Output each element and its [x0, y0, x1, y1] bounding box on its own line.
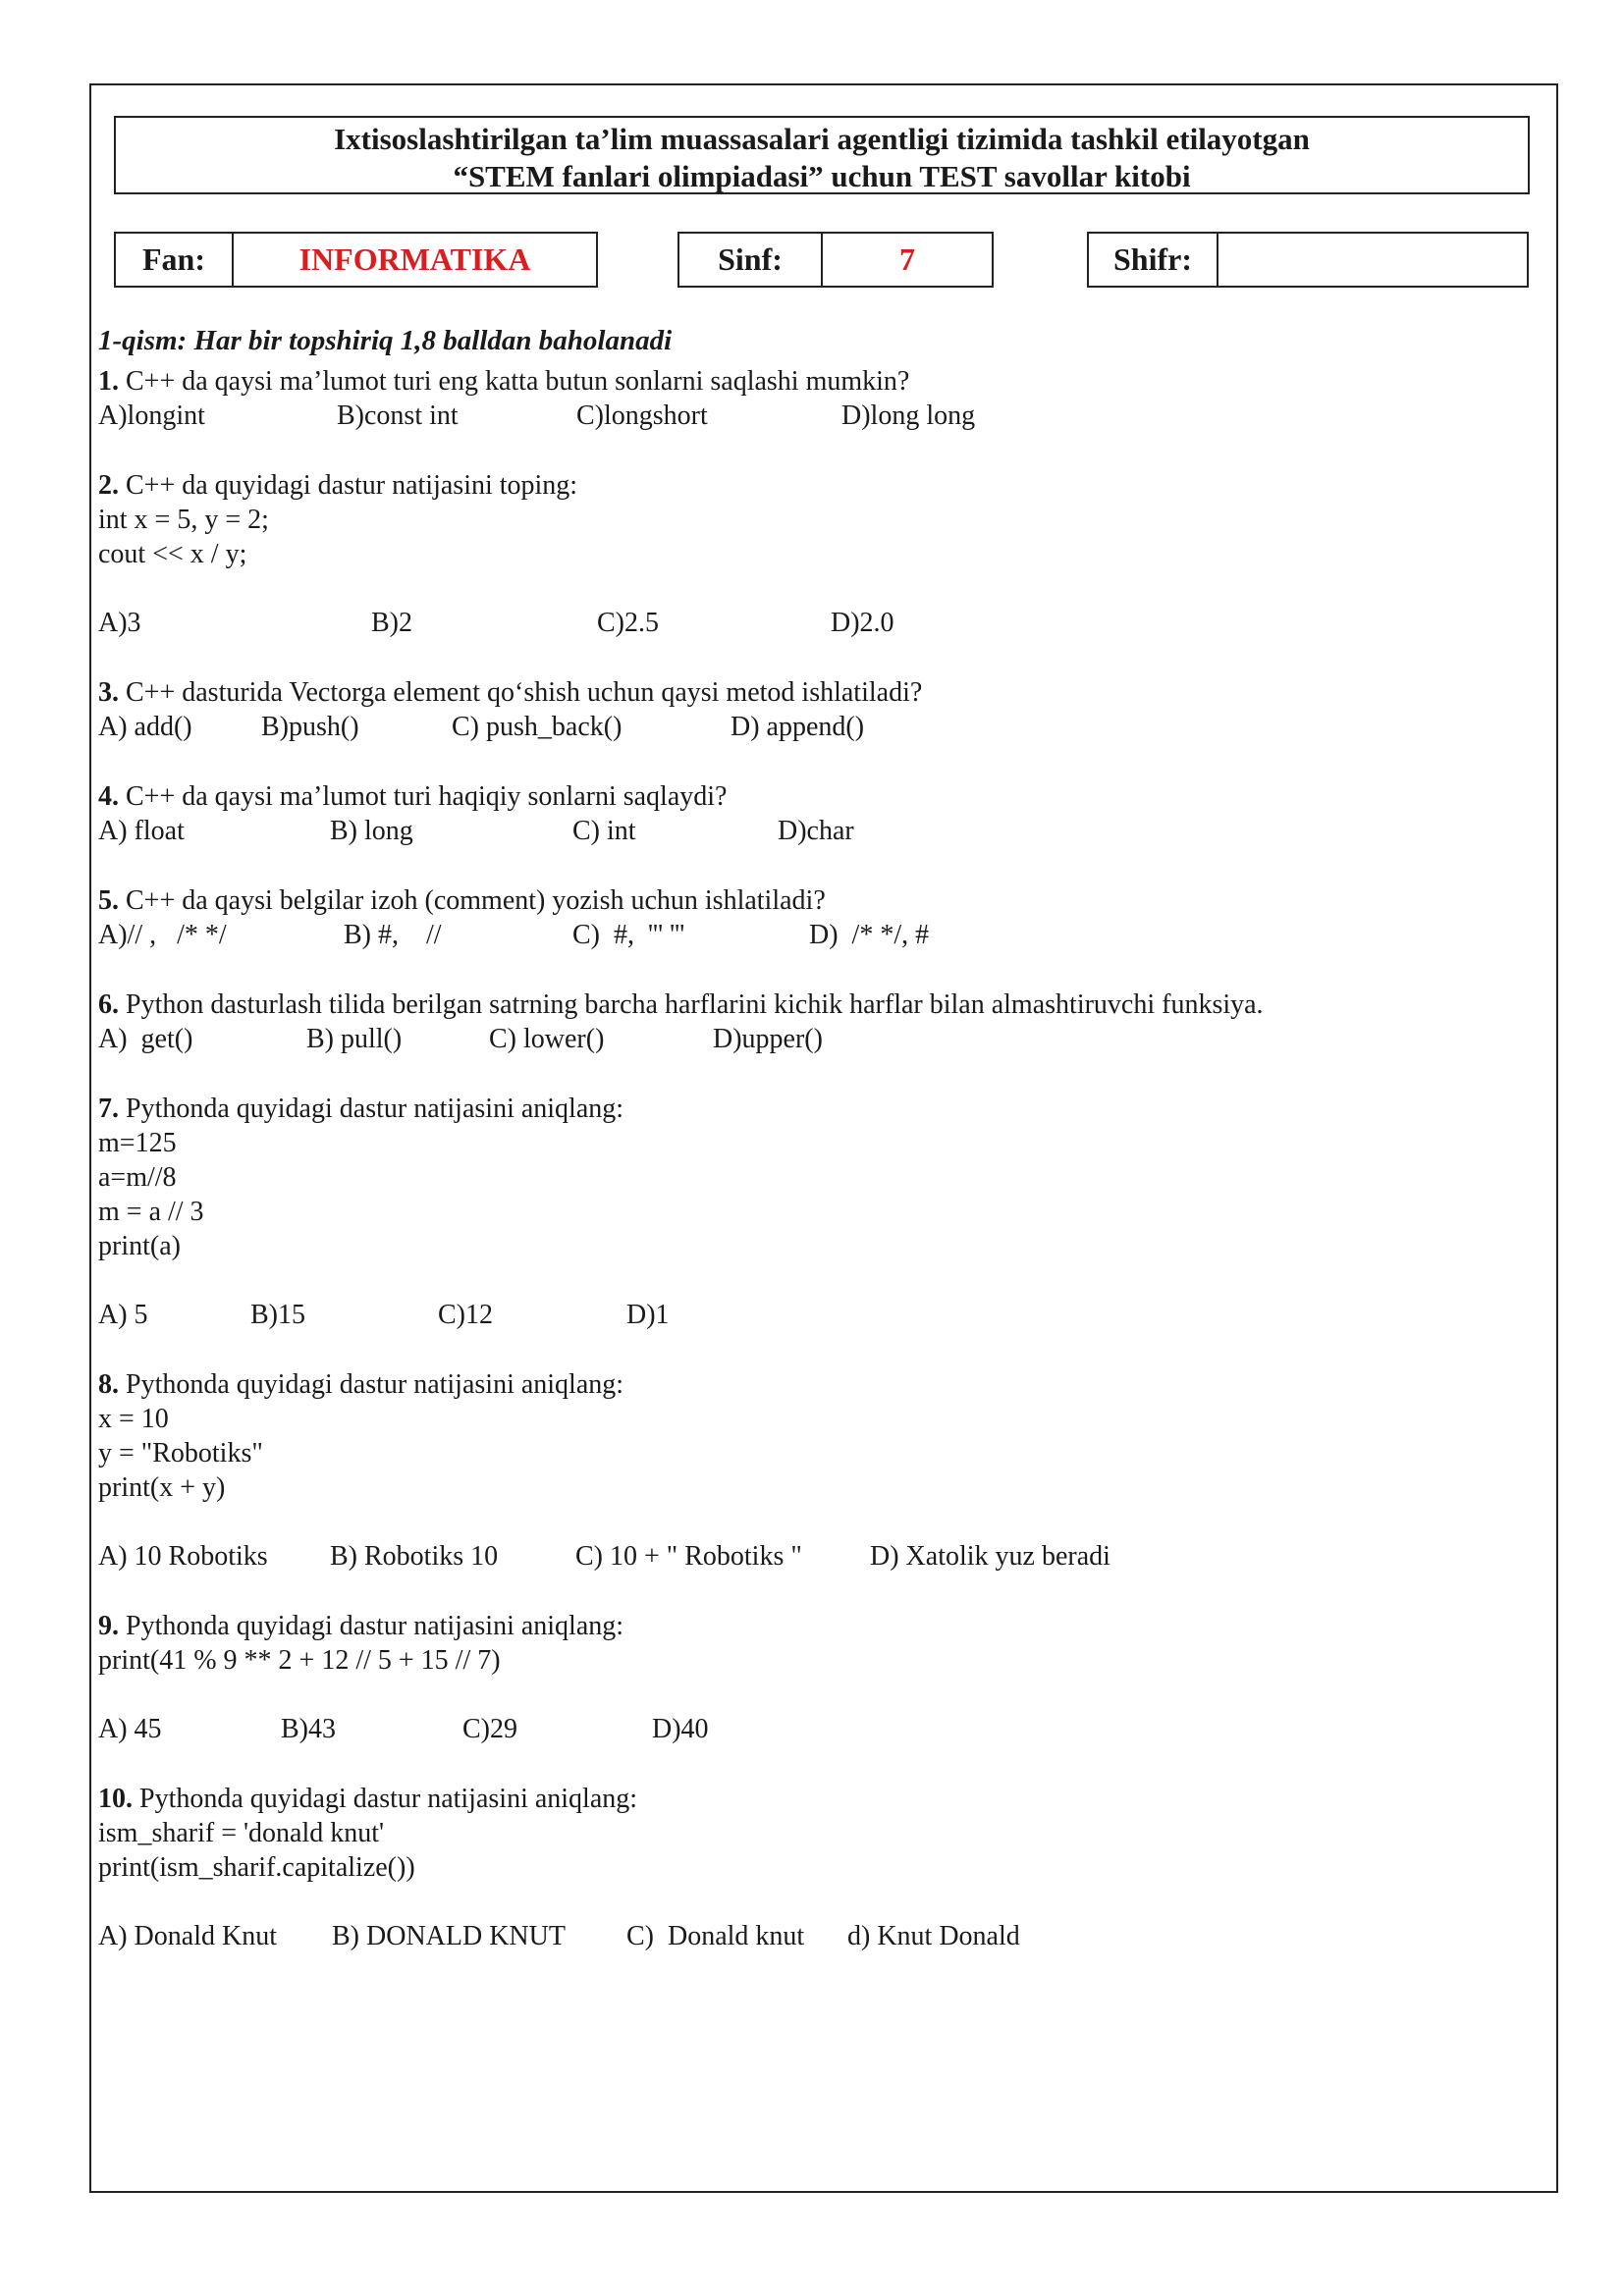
answer-options — [98, 1919, 1532, 1953]
answer-option-d[interactable]: D) /* */, # — [809, 920, 930, 950]
fan-box — [114, 232, 598, 288]
answer-option-a[interactable]: A) 10 Robotiks — [98, 1541, 268, 1572]
answer-option-b[interactable]: B) #, // — [344, 920, 442, 950]
code-line: m=125 — [98, 1128, 177, 1158]
answer-option-c[interactable]: C) lower() — [489, 1024, 605, 1054]
answer-option-b[interactable]: B) DONALD KNUT — [332, 1921, 566, 1951]
question-text: Python dasturlash tilida berilgan satrning barcha harflarini kichik harflar bilan almashtiruvchi funksiya. — [119, 989, 1264, 1020]
answer-options — [98, 1539, 1532, 1574]
question-4 — [98, 779, 1532, 848]
question-stem — [98, 1092, 1532, 1126]
answer-options — [98, 1298, 1532, 1332]
code-line: y = "Robotiks" — [98, 1438, 263, 1468]
question-stem — [98, 883, 1532, 918]
answer-option-d[interactable]: D)40 — [652, 1714, 709, 1744]
header-line-1: Ixtisoslashtirilgan ta’lim muassasalari agentligi tizimida tashkil etilayotgan — [334, 122, 1310, 156]
answer-option-c[interactable]: C) #, ''' ''' — [572, 920, 685, 950]
shifr-value[interactable] — [1218, 234, 1527, 286]
question-number: 2. — [98, 470, 119, 501]
code-line: print(ism_sharif.capitalize()) — [98, 1852, 415, 1883]
answer-option-a[interactable]: A) add() — [98, 712, 192, 742]
question-number: 10. — [98, 1784, 133, 1814]
sinf-label: Sinf: — [679, 234, 823, 286]
question-text: Pythonda quyidagi dastur natijasini aniqlang: — [119, 1094, 624, 1124]
answer-option-c[interactable]: C)longshort — [576, 400, 708, 431]
question-text: Pythonda quyidagi dastur natijasini aniqlang: — [119, 1611, 624, 1641]
question-5 — [98, 883, 1532, 952]
question-number: 4. — [98, 781, 119, 812]
question-text: C++ da qaysi ma’lumot turi haqiqiy sonlarni saqlaydi? — [119, 781, 728, 812]
answer-option-a[interactable]: A)longint — [98, 400, 205, 431]
shifr-label: Shifr: — [1089, 234, 1218, 286]
question-list — [98, 364, 1532, 1953]
question-stem — [98, 468, 1532, 503]
answer-option-a[interactable]: A) float — [98, 816, 185, 846]
question-number: 8. — [98, 1369, 119, 1400]
answer-option-b[interactable]: B)2 — [371, 608, 412, 638]
answer-option-c[interactable]: C) 10 + " Robotiks " — [575, 1541, 802, 1572]
answer-option-c[interactable]: C) int — [572, 816, 636, 846]
question-stem — [98, 675, 1532, 710]
answer-option-d[interactable]: D) append() — [731, 712, 865, 742]
answer-option-a[interactable]: A) 5 — [98, 1300, 148, 1330]
code-line: x = 10 — [98, 1404, 169, 1434]
questions-content — [98, 324, 1532, 1989]
code-line: print(a) — [98, 1231, 181, 1261]
answer-option-d[interactable]: D)2.0 — [831, 608, 894, 638]
fan-value: INFORMATIKA — [298, 241, 531, 277]
sinf-value: 7 — [899, 241, 915, 277]
code-line: int x = 5, y = 2; — [98, 505, 269, 535]
question-text: C++ da quyidagi dastur natijasini toping: — [119, 470, 578, 501]
code-line: print(x + y) — [98, 1472, 226, 1503]
answer-options — [98, 918, 1532, 952]
answer-option-d[interactable]: D)long long — [841, 400, 976, 431]
answer-options — [98, 606, 1532, 640]
answer-option-b[interactable]: B)push() — [261, 712, 359, 742]
code-line: m = a // 3 — [98, 1197, 204, 1227]
question-text: C++ da qaysi ma’lumot turi eng katta butun sonlarni saqlashi mumkin? — [119, 366, 910, 397]
sinf-box — [677, 232, 994, 288]
answer-option-b[interactable]: B)15 — [250, 1300, 305, 1330]
question-number: 7. — [98, 1094, 119, 1124]
question-number: 5. — [98, 885, 119, 916]
question-10 — [98, 1782, 1532, 1953]
answer-option-b[interactable]: B)const int — [337, 400, 459, 431]
question-3 — [98, 675, 1532, 744]
question-text: Pythonda quyidagi dastur natijasini aniqlang: — [119, 1369, 624, 1400]
answer-option-c[interactable]: C) Donald knut — [626, 1921, 805, 1951]
answer-option-a[interactable]: A)3 — [98, 608, 141, 638]
answer-option-b[interactable]: B) pull() — [306, 1024, 403, 1054]
answer-option-a[interactable]: A) Donald Knut — [98, 1921, 277, 1951]
answer-options — [98, 399, 1532, 433]
answer-option-c[interactable]: C) push_back() — [452, 712, 623, 742]
question-1 — [98, 364, 1532, 433]
question-number: 6. — [98, 989, 119, 1020]
answer-options — [98, 814, 1532, 848]
question-stem — [98, 1782, 1532, 1816]
answer-option-c[interactable]: C)2.5 — [597, 608, 659, 638]
answer-options — [98, 1022, 1532, 1056]
answer-option-c[interactable]: C)12 — [438, 1300, 493, 1330]
fan-label: Fan: — [116, 234, 234, 286]
answer-option-d[interactable]: D)1 — [626, 1300, 670, 1330]
question-stem — [98, 988, 1532, 1022]
question-text: C++ da qaysi belgilar izoh (comment) yozish uchun ishlatiladi? — [119, 885, 826, 916]
question-text: C++ dasturida Vectorga element qo‘shish uchun qaysi metod ishlatiladi? — [119, 677, 923, 708]
code-line: print(41 % 9 ** 2 + 12 // 5 + 15 // 7) — [98, 1645, 501, 1676]
header-line-2: “STEM fanlari olimpiadasi” uchun TEST savollar kitobi — [453, 159, 1191, 193]
answer-options — [98, 710, 1532, 744]
question-stem — [98, 364, 1532, 399]
answer-option-d[interactable]: D)upper() — [713, 1024, 823, 1054]
answer-option-d[interactable]: d) Knut Donald — [847, 1921, 1020, 1951]
question-text: Pythonda quyidagi dastur natijasini aniqlang: — [133, 1784, 638, 1814]
question-stem — [98, 1609, 1532, 1643]
code-line: cout << x / y; — [98, 539, 247, 569]
answer-options — [98, 1712, 1532, 1746]
answer-option-a[interactable]: A) 45 — [98, 1714, 162, 1744]
code-line: a=m//8 — [98, 1162, 177, 1193]
document-header — [114, 116, 1530, 194]
shifr-box — [1087, 232, 1529, 288]
answer-option-c[interactable]: C)29 — [462, 1714, 517, 1744]
answer-option-a[interactable]: A) get() — [98, 1024, 193, 1054]
question-number: 3. — [98, 677, 119, 708]
answer-option-d[interactable]: D)char — [778, 816, 854, 846]
question-7 — [98, 1092, 1532, 1332]
answer-option-d[interactable]: D) Xatolik yuz beradi — [870, 1541, 1110, 1572]
question-stem — [98, 1367, 1532, 1402]
section-title: 1-qism: Har bir topshiriq 1,8 balldan baholanadi — [98, 325, 673, 356]
answer-option-b[interactable]: B) long — [330, 816, 413, 846]
question-stem — [98, 779, 1532, 814]
question-9 — [98, 1609, 1532, 1746]
question-number: 1. — [98, 366, 119, 397]
answer-option-b[interactable]: B) Robotiks 10 — [330, 1541, 499, 1572]
code-line: ism_sharif = 'donald knut' — [98, 1818, 385, 1848]
question-8 — [98, 1367, 1532, 1574]
answer-option-a[interactable]: A)// , /* */ — [98, 920, 227, 950]
question-number: 9. — [98, 1611, 119, 1641]
question-6 — [98, 988, 1532, 1056]
answer-option-b[interactable]: B)43 — [281, 1714, 336, 1744]
question-2 — [98, 468, 1532, 640]
